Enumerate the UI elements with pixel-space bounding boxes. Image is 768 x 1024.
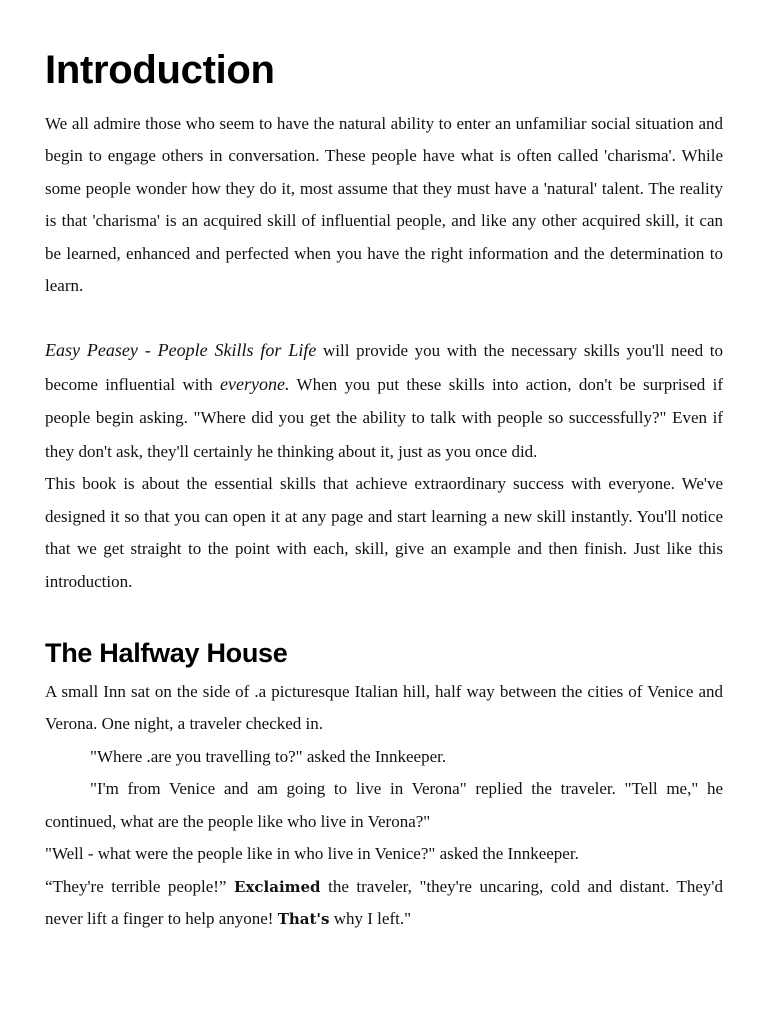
halfway-paragraph-1: A small Inn sat on the side of .a picturesque Italian hill, half way between the cities of Venice and Verona. One night, a traveler checked in. (45, 682, 723, 734)
document-page (45, 0, 723, 935)
halfway-paragraph-4: "Well - what were the people like in who live in Venice?" asked the Innkeeper. (45, 844, 579, 864)
intro-paragraph-2 (45, 334, 723, 468)
introduction-heading: Introduction (45, 48, 275, 92)
paragraph-gap (45, 302, 723, 334)
halfway-house-heading: The Halfway House (45, 638, 288, 669)
exclaimed-word: Exclaimed (234, 877, 321, 896)
halfway-paragraph-2: "Where .are you travelling to?" asked the Innkeeper. (90, 746, 447, 766)
intro-paragraph-2-part-a: will provide you with the necessary skills you'll need to become influential with (45, 341, 723, 394)
halfway-paragraph-5-part-a: “They're terrible people!” (45, 876, 235, 896)
book-title: Easy Peasey - People Skills for Life (45, 340, 317, 361)
halfway-paragraph-3: "I'm from Venice and am going to live in Verona" replied the traveler. "Tell me," he continued, what are the people like who live in Verona?" (45, 779, 723, 831)
intro-paragraph-2-part-b: When you put these skills into action, don't be surprised if people begin asking. "Where did you get the ability to talk with people so successfully?" Even if they don't ask, they'll certainly he thinking about it, just as you once did. (45, 374, 724, 461)
halfway-paragraph-5-part-b: the traveler, "they're uncaring, cold and distant. They'd never lift a finger to help anyone! (45, 876, 723, 928)
halfway-paragraph-5 (45, 871, 723, 936)
intro-paragraph-1: We all admire those who seem to have the natural ability to enter an unfamiliar social situation and begin to engage others in conversation. These people have what is often called 'charisma'. While some people wonder how they do it, most assume that they must have a 'natural' talent. The reality is that 'charisma' is an acquired skill of influential people, and like any other acquired skill, it can be learned, enhanced and perfected when you have the right information and the determination to learn. (45, 114, 723, 296)
everyone-emphasis: everyone. (220, 373, 290, 394)
intro-paragraph-3: This book is about the essential skills that achieve extraordinary success with everyone. We've designed it so that you can open it at any page and start learning a new skill instantly. You'll notice that we get straight to the point with each, skill, give an example and then finish. Just like this introduction. (45, 474, 723, 591)
thats-word: That's (277, 909, 330, 928)
halfway-paragraph-5-part-c: why I left." (329, 908, 412, 928)
